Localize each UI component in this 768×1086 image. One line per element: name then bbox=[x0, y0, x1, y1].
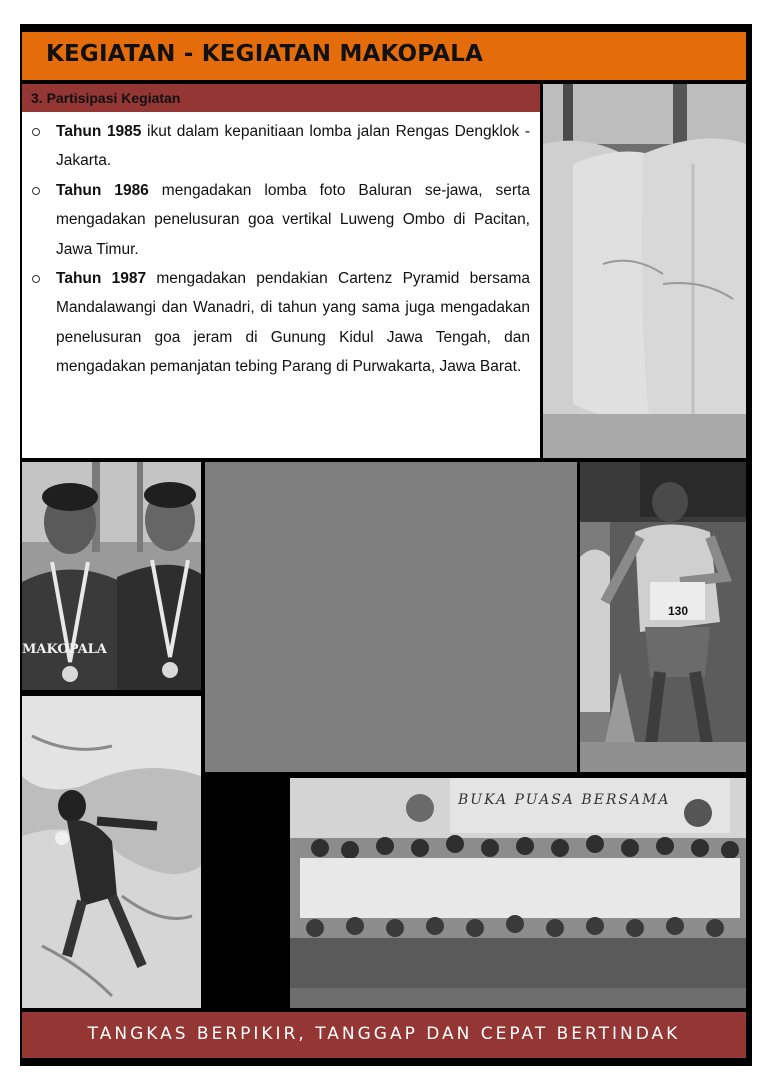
item-text: ikut dalam kepanitiaan lomba jalan Rengas Dengklok - Jakarta. bbox=[56, 123, 530, 170]
bullet-circle-icon bbox=[32, 275, 40, 283]
activity-list bbox=[22, 117, 540, 382]
placeholder-block bbox=[205, 462, 577, 772]
list-item bbox=[22, 117, 540, 176]
photo-climber bbox=[22, 696, 201, 1008]
section-title: 3. Partisipasi Kegiatan bbox=[31, 90, 181, 106]
item-year: Tahun 1985 bbox=[56, 123, 142, 140]
banner-text: BUKA PUASA BERSAMA bbox=[458, 792, 671, 808]
photo-medal-winners bbox=[22, 462, 201, 690]
list-item bbox=[22, 264, 540, 382]
race-bib-number: 130 bbox=[668, 604, 689, 618]
bullet-circle-icon bbox=[32, 187, 40, 195]
bullet-circle-icon bbox=[32, 128, 40, 136]
section-header bbox=[22, 84, 540, 112]
photo-gear-bags bbox=[543, 84, 746, 458]
photo-runner bbox=[580, 462, 746, 772]
jersey-text: MAKOPALA bbox=[22, 642, 107, 657]
page-header bbox=[22, 32, 746, 80]
photo-group-buka-puasa bbox=[290, 778, 746, 1008]
activity-text-box bbox=[22, 112, 540, 458]
page-footer bbox=[22, 1012, 746, 1058]
list-item bbox=[22, 176, 540, 264]
footer-motto: TANGKAS BERPIKIR, TANGGAP DAN CEPAT BERTINDAK bbox=[87, 1024, 681, 1044]
item-year: Tahun 1987 bbox=[56, 270, 147, 288]
item-year: Tahun 1986 bbox=[56, 181, 149, 199]
item-text: mengadakan lomba foto Baluran se-jawa, serta mengadakan penelusuran goa vertikal Luweng Ombo di Pacitan, Jawa Timur. bbox=[56, 181, 530, 258]
page-title: KEGIATAN - KEGIATAN MAKOPALA bbox=[46, 41, 484, 67]
item-text: mengadakan pendakian Cartenz Pyramid bersama Mandalawangi dan Wanadri, di tahun yang sama juga mengadakan penelusuran goa jeram di Gunung Kidul Jawa Tengah, dan mengadakan pemanjatan tebing Parang di Purwakarta, Jawa Barat. bbox=[56, 270, 530, 376]
